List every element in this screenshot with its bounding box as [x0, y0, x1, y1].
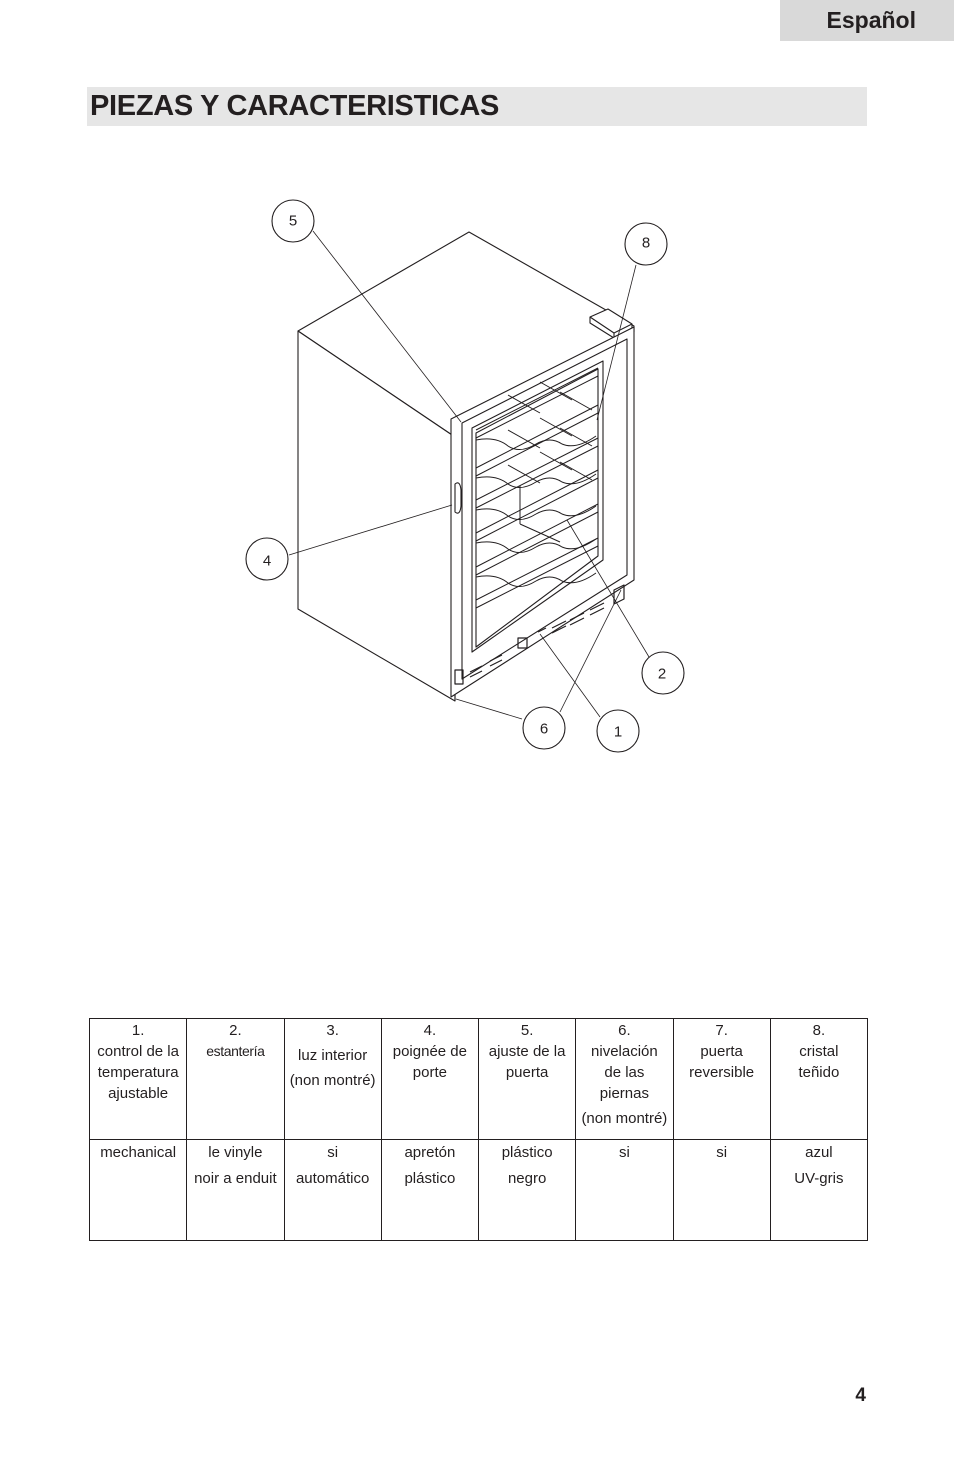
page-number: 4 — [855, 1385, 866, 1406]
part-3-values: si automático — [284, 1140, 381, 1241]
part-6-values: si — [576, 1140, 673, 1241]
part-5-values: plástico negro — [479, 1140, 576, 1241]
callout-5: 5 — [288, 212, 298, 230]
part-4-values: apretón plástico — [381, 1140, 478, 1241]
part-2-header: 2. estantería — [187, 1019, 284, 1140]
part-1-values: mechanical — [90, 1140, 187, 1241]
callout-6: 6 — [539, 720, 549, 738]
part-3-header: 3. luz interior (non montré) — [284, 1019, 381, 1140]
callout-8: 8 — [641, 234, 651, 252]
callout-2: 2 — [657, 665, 667, 683]
callout-1: 1 — [613, 723, 623, 741]
part-7-header: 7. puerta reversible — [673, 1019, 770, 1140]
parts-header-row — [90, 1019, 868, 1140]
part-8-header: 8. cristal teñido — [770, 1019, 867, 1140]
language-tab: Español — [780, 0, 954, 41]
part-6-header: 6. nivelación de las piernas (non montré) — [576, 1019, 673, 1140]
part-5-header: 5. ajuste de la puerta — [479, 1019, 576, 1140]
parts-table — [89, 1018, 868, 1241]
parts-value-row — [90, 1140, 868, 1241]
section-title: PIEZAS Y CARACTERISTICAS — [87, 87, 867, 126]
callout-4: 4 — [262, 552, 272, 570]
part-8-values: azul UV-gris — [770, 1140, 867, 1241]
part-2-values: le vinyle noir a enduit — [187, 1140, 284, 1241]
part-4-header: 4. poignée de porte — [381, 1019, 478, 1140]
part-1-header: 1. control de la temperatura ajustable — [90, 1019, 187, 1140]
part-7-values: si — [673, 1140, 770, 1241]
